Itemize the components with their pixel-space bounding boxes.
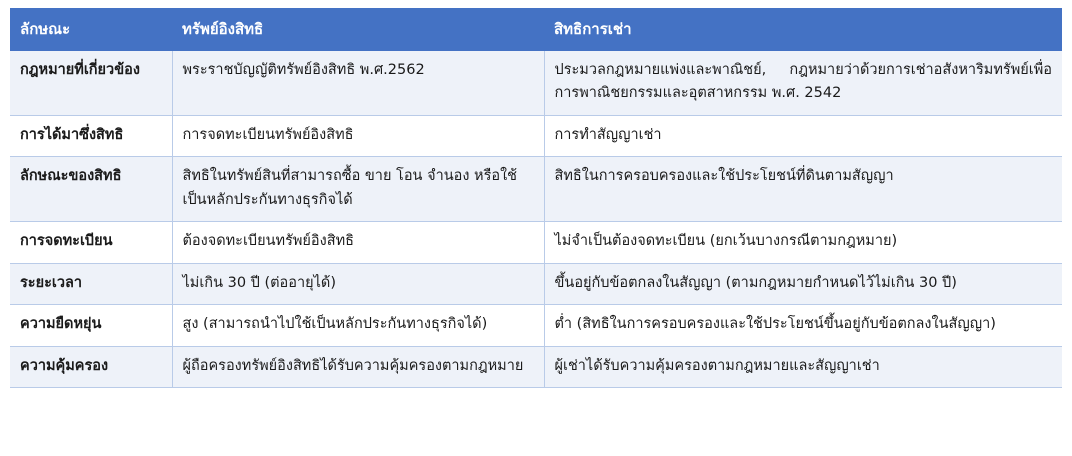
- table-row: [10, 51, 1062, 115]
- row-value-property-right: พระราชบัญญัติทรัพย์อิงสิทธิ พ.ศ.2562: [172, 51, 544, 115]
- row-value-lease-right: ขึ้นอยู่กับข้อตกลงในสัญญา (ตามกฎหมายกำหนดไว้ไม่เกิน 30 ปี): [544, 263, 1062, 304]
- row-label: ความยืดหยุ่น: [10, 305, 172, 346]
- row-label: ลักษณะของสิทธิ: [10, 157, 172, 222]
- row-label: ความคุ้มครอง: [10, 346, 172, 387]
- row-value-lease-right: การทำสัญญาเช่า: [544, 115, 1062, 156]
- row-label: การได้มาซึ่งสิทธิ: [10, 115, 172, 156]
- table-row: [10, 115, 1062, 156]
- row-value-property-right: ต้องจดทะเบียนทรัพย์อิงสิทธิ: [172, 222, 544, 263]
- row-label: กฎหมายที่เกี่ยวข้อง: [10, 51, 172, 115]
- row-value-property-right: ไม่เกิน 30 ปี (ต่ออายุได้): [172, 263, 544, 304]
- table-row: [10, 157, 1062, 222]
- row-value-property-right: ผู้ถือครองทรัพย์อิงสิทธิได้รับความคุ้มครองตามกฎหมาย: [172, 346, 544, 387]
- row-value-lease-right: ผู้เช่าได้รับความคุ้มครองตามกฎหมายและสัญญาเช่า: [544, 346, 1062, 387]
- row-value-property-right: สิทธิในทรัพย์สินที่สามารถซื้อ ขาย โอน จำนอง หรือใช้เป็นหลักประกันทางธุรกิจได้: [172, 157, 544, 222]
- column-header-property-right: ทรัพย์อิงสิทธิ: [172, 8, 544, 51]
- row-value-lease-right: สิทธิในการครอบครองและใช้ประโยชน์ที่ดินตามสัญญา: [544, 157, 1062, 222]
- column-header-lease-right: สิทธิการเช่า: [544, 8, 1062, 51]
- row-value-property-right: การจดทะเบียนทรัพย์อิงสิทธิ: [172, 115, 544, 156]
- table-row: [10, 263, 1062, 304]
- table-header: [10, 8, 1062, 51]
- row-label: ระยะเวลา: [10, 263, 172, 304]
- table-row: [10, 305, 1062, 346]
- row-label: การจดทะเบียน: [10, 222, 172, 263]
- comparison-table: [10, 8, 1062, 388]
- table-header-row: [10, 8, 1062, 51]
- row-value-lease-right: ต่ำ (สิทธิในการครอบครองและใช้ประโยชน์ขึ้นอยู่กับข้อตกลงในสัญญา): [544, 305, 1062, 346]
- table-row: [10, 346, 1062, 387]
- table-row: [10, 222, 1062, 263]
- column-header-feature: ลักษณะ: [10, 8, 172, 51]
- row-value-lease-right: ประมวลกฎหมายแพ่งและพาณิชย์, กฎหมายว่าด้วยการเช่าอสังหาริมทรัพย์เพื่อการพาณิชยกรรมและอุตสาหกรรม พ.ศ. 2542: [544, 51, 1062, 115]
- row-value-property-right: สูง (สามารถนำไปใช้เป็นหลักประกันทางธุรกิจได้): [172, 305, 544, 346]
- row-value-lease-right: ไม่จำเป็นต้องจดทะเบียน (ยกเว้นบางกรณีตามกฎหมาย): [544, 222, 1062, 263]
- table-body: [10, 51, 1062, 388]
